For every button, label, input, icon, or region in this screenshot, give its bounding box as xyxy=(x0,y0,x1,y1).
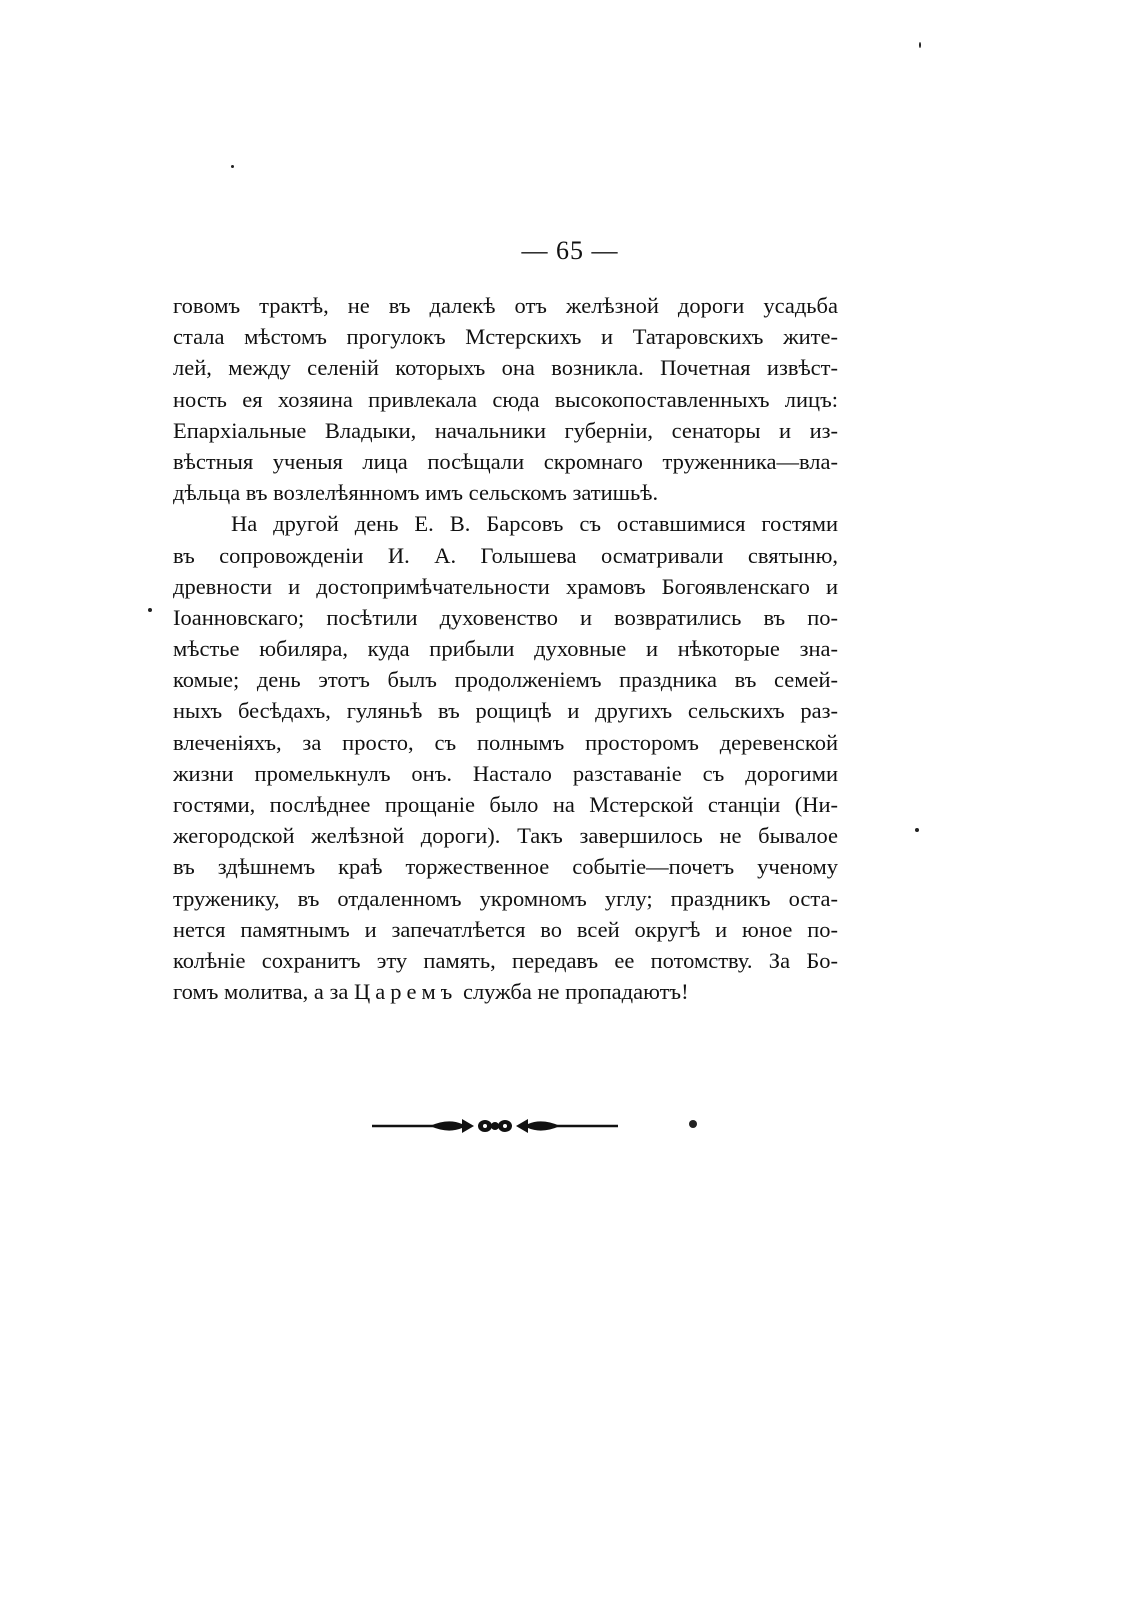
page-number: — 65 — xyxy=(521,236,619,265)
text-line: комые; день этотъ былъ продолженіемъ праздника въ семей- xyxy=(173,667,838,693)
text-line: ность ея хозяина привлекала сюда высокопоставленныхъ лицъ: xyxy=(173,386,838,412)
text-line: говомъ трактѣ, не въ далекѣ отъ желѣзной дороги усадьба xyxy=(173,293,838,318)
text-line: стала мѣстомъ прогулокъ Мстерскихъ и Татаровскихъ жите- xyxy=(173,324,838,350)
text-line: въ здѣшнемъ краѣ торжественное событіе—почетъ ученому xyxy=(173,854,838,880)
text-line: въ сопровожденіи И. А. Голышева осматривали святыню, xyxy=(173,542,838,568)
text-line: вѣстныя ученыя лица посѣщали скромнаго труженника—вла- xyxy=(173,448,838,474)
print-speck xyxy=(148,608,152,612)
text-line: дѣльца въ возлелѣянномъ имъ сельскомъ затишьѣ. xyxy=(173,480,659,506)
ornament-divider-icon xyxy=(370,1112,620,1140)
text-line: жизни промелькнулъ онъ. Настало разставаніе съ дорогими xyxy=(173,760,838,786)
emphasized-word: Царемъ xyxy=(353,979,458,1005)
text-fragment: служба не пропадаютъ! xyxy=(457,979,689,1005)
text-line: колѣніе сохранитъ эту память, передавъ ее потомству. За Бо- xyxy=(173,947,838,973)
text-fragment: гомъ молитва, а за xyxy=(173,979,354,1005)
text-line: ныхъ бесѣдахъ, гуляньѣ въ рощицѣ и другихъ сельскихъ раз- xyxy=(173,698,838,724)
text-line: древности и достопримѣчательности храмовъ Богоявленскаго и xyxy=(173,573,838,599)
paragraph-1 xyxy=(173,290,838,508)
text-body xyxy=(173,290,838,1007)
text-line: труженику, въ отдаленномъ укромномъ углу; праздникъ оста- xyxy=(173,885,838,911)
print-speck xyxy=(915,828,919,832)
print-speck xyxy=(689,1120,697,1128)
text-line: мѣстье юбиляра, куда прибыли духовные и нѣкоторые зна- xyxy=(173,636,838,662)
text-line: лей, между селеній которыхъ она возникла. Почетная извѣст- xyxy=(173,355,838,381)
text-line-final xyxy=(173,976,838,1007)
text-line: Епархіальные Владыки, начальники губерніи, сенаторы и из- xyxy=(173,417,838,443)
text-line: нется памятнымъ и запечатлѣется во всей округѣ и юное по- xyxy=(173,916,838,942)
text-line: влеченіяхъ, за просто, съ полнымъ просторомъ деревенской xyxy=(173,729,838,755)
text-line: Іоанновскаго; посѣтили духовенство и возвратились въ по- xyxy=(173,604,838,630)
print-speck xyxy=(919,42,921,48)
text-line: гостями, послѣднее прощаніе было на Мстерской станціи (Ни- xyxy=(173,792,838,817)
text-line: На другой день Е. В. Барсовъ съ оставшимися гостями xyxy=(231,511,838,537)
text-line: жегородской желѣзной дороги). Такъ завершилось не бывалое xyxy=(173,823,838,849)
print-speck xyxy=(231,165,234,168)
paragraph-2 xyxy=(173,508,838,1007)
